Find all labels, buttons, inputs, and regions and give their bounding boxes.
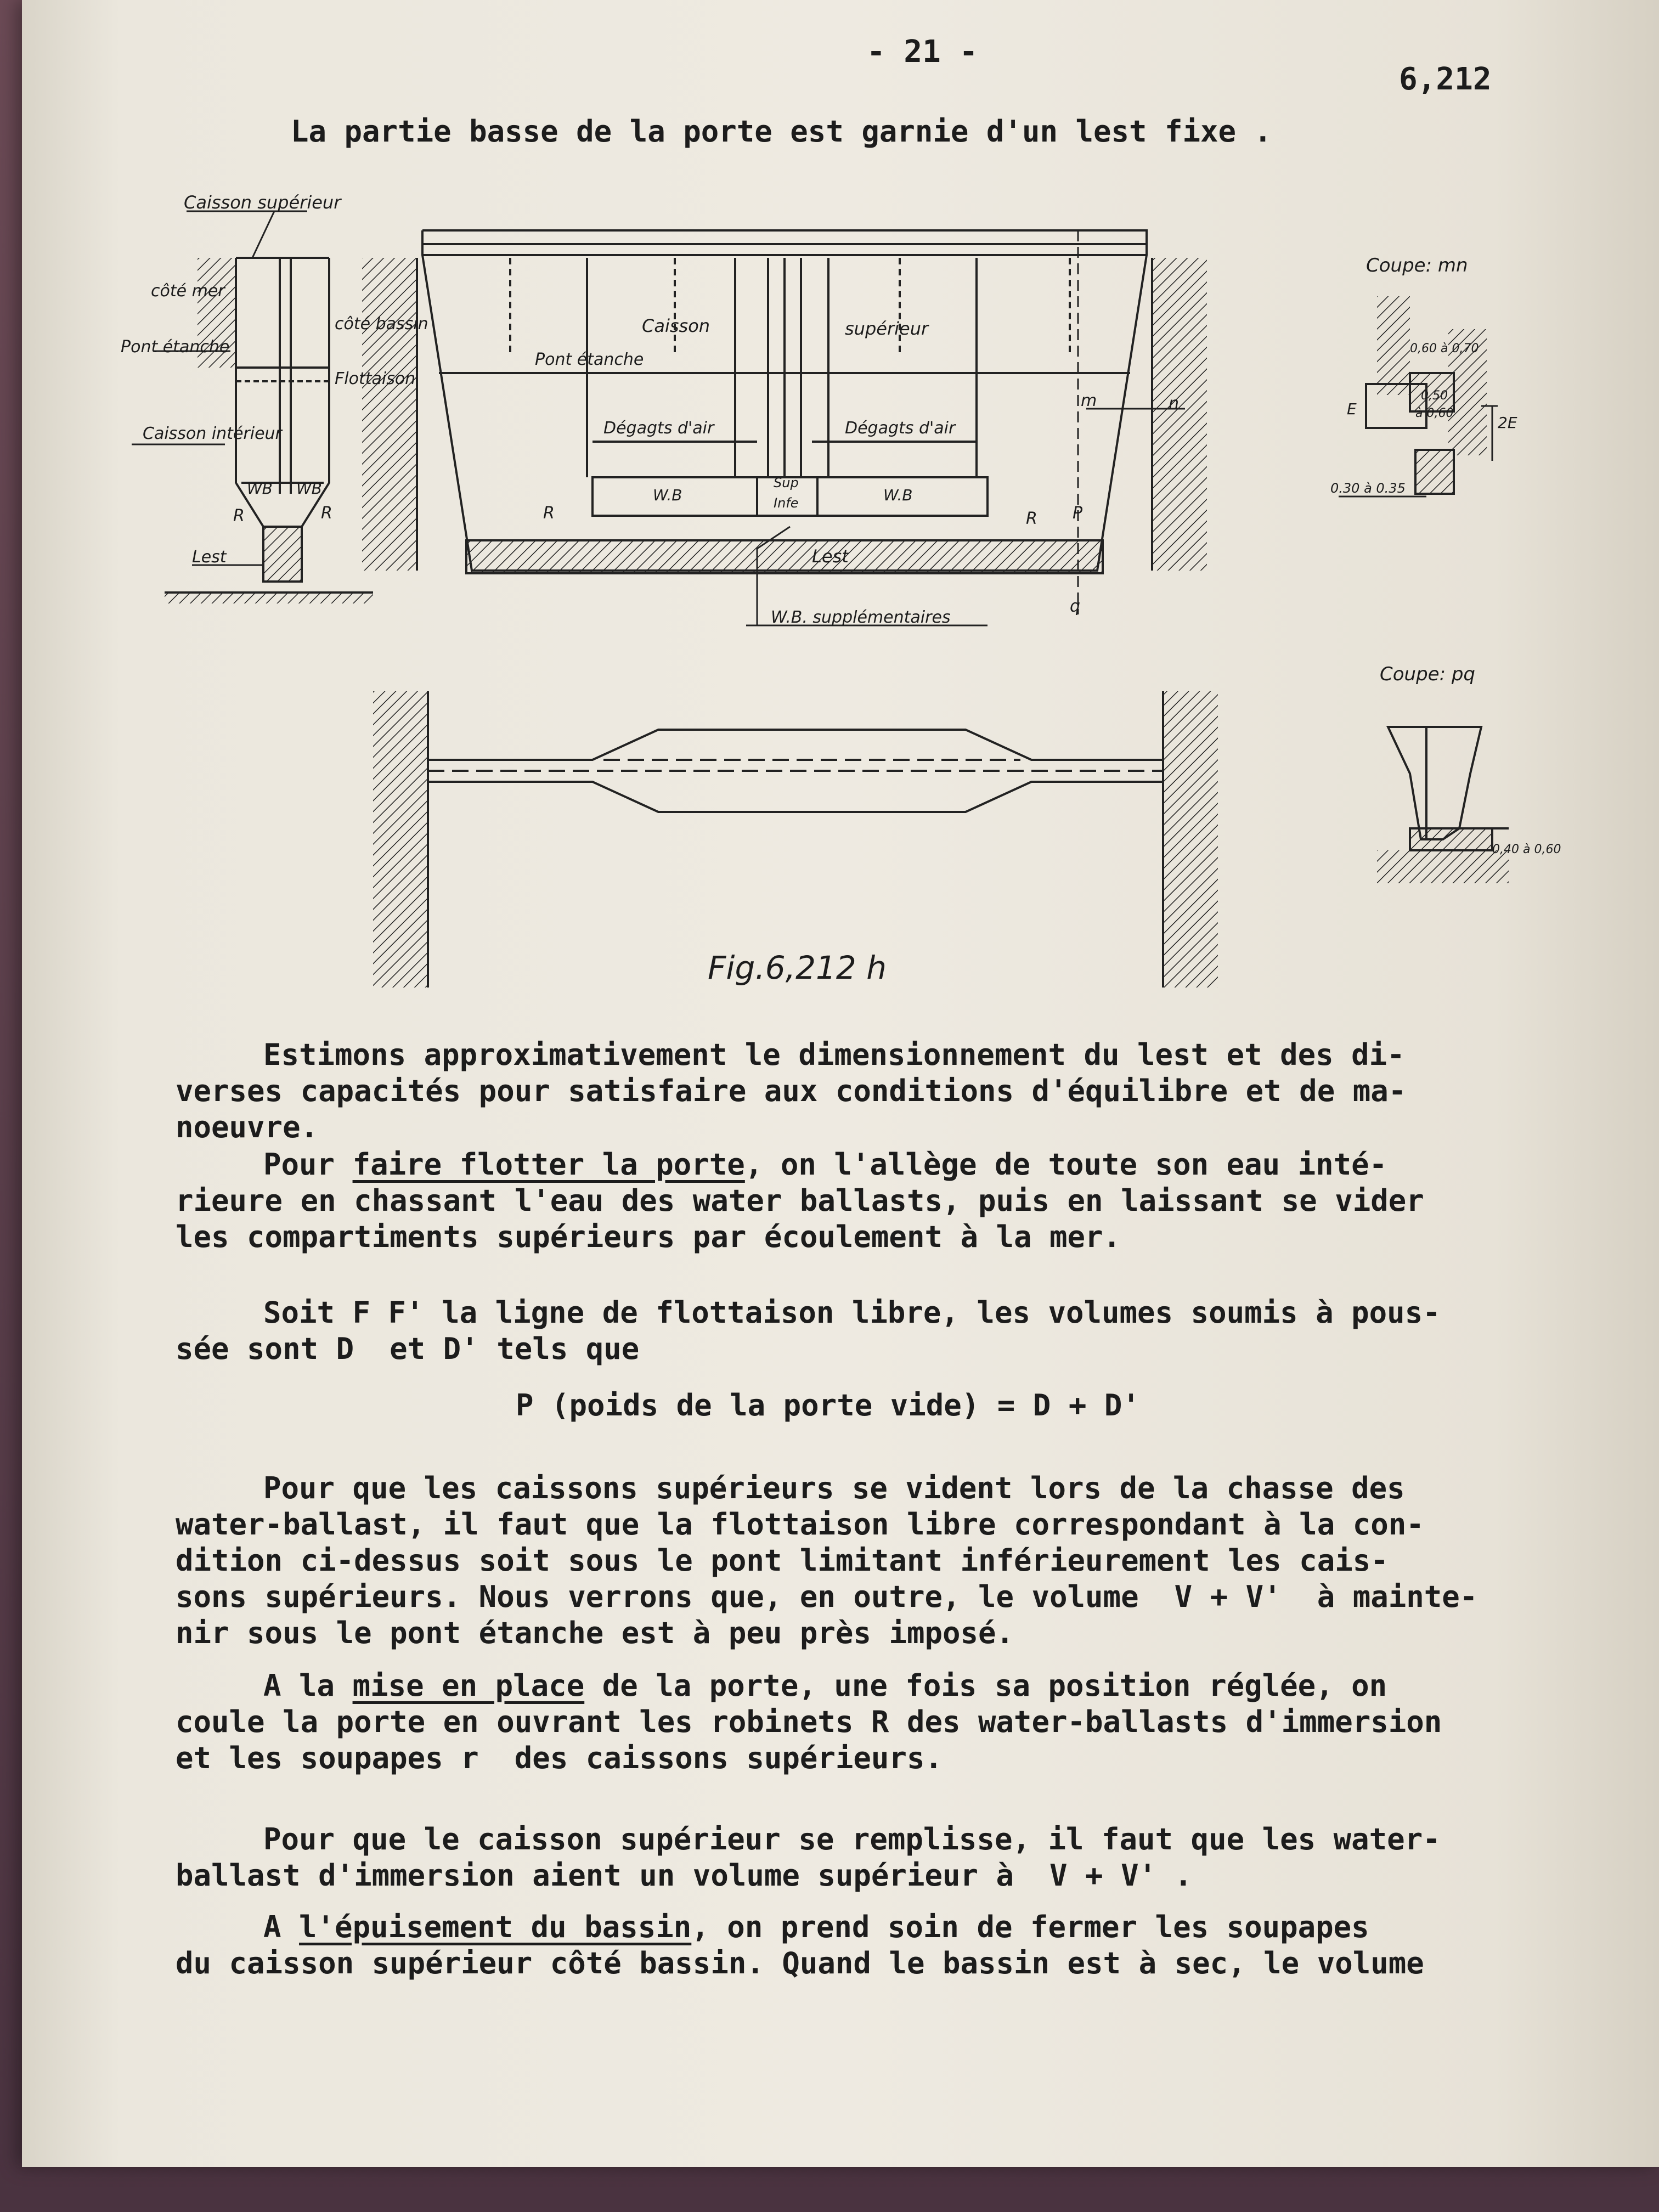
underline-epuisement: l'épuisement du bassin xyxy=(299,1910,692,1944)
label-caisson-interieur: Caisson intérieur xyxy=(143,424,282,443)
section-pq-drawing xyxy=(1377,727,1509,883)
paragraph-2: Pour faire flotter la porte, on l'allège de toute son eau inté- rieure en chassant l'eau des water ballasts, puis en laissant se vider les compartiments supérieurs par écoulement à la mer. xyxy=(176,1147,1424,1254)
formula: P (poids de la porte vide) = D + D' xyxy=(516,1388,1140,1423)
label-dim-050: 0,50 xyxy=(1421,389,1448,403)
label-dim-a060: à 0,60 xyxy=(1415,407,1454,420)
paragraph-5: A la mise en place de la porte, une fois sa position réglée, on coule la porte en ouvrant les robinets R des water-ballasts d'immersion et les soupapes r des caissons supérieurs. xyxy=(176,1668,1442,1775)
plan-view-drawing xyxy=(373,691,1218,988)
section-number: 6,212 xyxy=(1399,61,1492,97)
label-flottaison: Flottaison xyxy=(335,369,416,388)
label-pont-etanche: Pont étanche xyxy=(121,337,230,357)
label-sup: Sup xyxy=(774,475,799,490)
label-p-big: P xyxy=(1073,504,1083,523)
label-cote-mer: côté mer xyxy=(151,281,225,301)
label-inf: Infe xyxy=(774,495,799,511)
label-r-main-1: R xyxy=(543,504,555,523)
label-wb-left-2: WB xyxy=(296,479,322,498)
main-elevation-drawing xyxy=(362,230,1207,625)
paragraph-6: Pour que le caisson supérieur se remplisse, il faut que les water- ballast d'immersion aient un volume supérieur à V + V' . xyxy=(176,1822,1441,1893)
underline-faire-flotter: faire flotter la porte xyxy=(352,1147,745,1182)
section-mn-drawing xyxy=(1339,296,1498,496)
paragraph-1: Estimons approximativement le dimensionnement du lest et des di- verses capacités pour satisfaire aux conditions d'équilibre et de ma- noeuvre. xyxy=(176,1037,1407,1144)
label-dim-2e: 2E xyxy=(1498,414,1517,432)
label-lest-main: Lest xyxy=(812,546,849,567)
paragraph-7: A l'épuisement du bassin, on prend soin de fermer les soupapes du caisson supérieur côté bassin. Quand le bassin est à sec, le volume xyxy=(176,1910,1424,1980)
label-cote-bassin: côté bassin xyxy=(335,314,428,334)
label-dim-030-035: 0.30 à 0.35 xyxy=(1330,481,1406,496)
label-dim-e: E xyxy=(1347,400,1357,418)
underline-mise-en-place: mise en place xyxy=(352,1668,585,1703)
label-caisson: Caisson xyxy=(642,315,710,336)
technical-drawing xyxy=(22,0,1659,1015)
label-superieur: supérieur xyxy=(845,318,929,339)
paragraph-4: Pour que les caissons supérieurs se vident lors de la chasse des water-ballast, il faut que la flottaison libre correspondant à la con- dition ci-dessus soit sous le pont limitant inférieurement les cais- sons supérieurs. Nous verrons que, en outre, le volume V + V' à mainte- nir sous le pont étanche est à peu près imposé. xyxy=(176,1471,1478,1650)
label-r-left-2: R xyxy=(321,504,332,523)
label-m: m xyxy=(1081,391,1097,410)
label-wb-main-2: W.B xyxy=(883,486,913,504)
label-wb-main-1: W.B xyxy=(653,486,682,504)
label-degagt-air-2: Dégagts d'air xyxy=(845,419,956,438)
figure-caption: Fig.6,212 h xyxy=(708,949,887,986)
label-r-main-2: R xyxy=(1026,509,1037,528)
vertical-section-drawing xyxy=(132,211,373,603)
paragraph-3: Soit F F' la ligne de flottaison libre, les volumes soumis à pous- sée sont D et D' tels que xyxy=(176,1295,1441,1366)
label-caisson-superieur: Caisson supérieur xyxy=(184,192,341,213)
page-number: - 21 - xyxy=(867,34,978,70)
label-coupe-mn: Coupe: mn xyxy=(1366,255,1468,276)
label-wb-left-1: WB xyxy=(247,479,273,498)
intro-line: La partie basse de la porte est garnie d'un lest fixe . xyxy=(291,114,1272,149)
label-r-left: R xyxy=(233,506,245,526)
label-pont-etanche-main: Pont étanche xyxy=(535,350,644,369)
label-coupe-pq: Coupe: pq xyxy=(1380,663,1476,685)
label-lest-left: Lest xyxy=(192,548,227,567)
label-dim-040-060: 0,40 à 0,60 xyxy=(1492,843,1561,856)
label-n: n xyxy=(1169,394,1180,413)
label-dim-060-070: 0,60 à 0,70 xyxy=(1410,342,1479,356)
label-q: q xyxy=(1070,597,1081,616)
document-page xyxy=(22,0,1659,2167)
label-degagt-air-1: Dégagts d'air xyxy=(603,419,714,438)
label-wb-supplementaires: W.B. supplémentaires xyxy=(771,608,951,627)
